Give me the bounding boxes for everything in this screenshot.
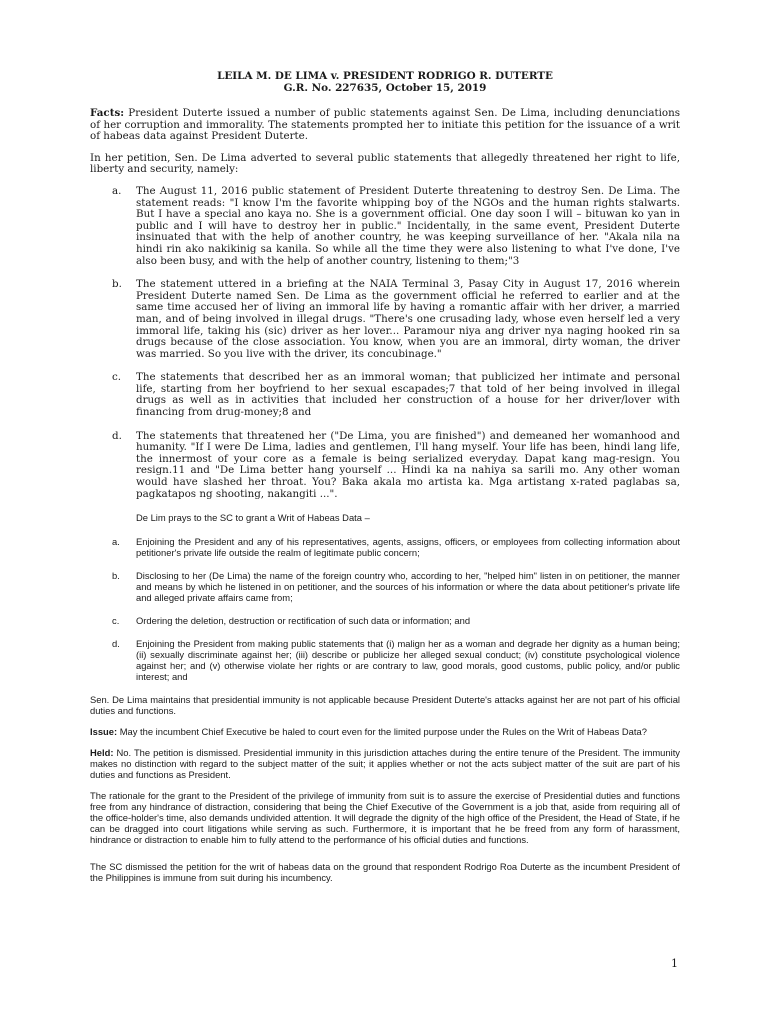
list-marker: d. <box>112 637 120 649</box>
issue-text: May the incumbent Chief Executive be haled to court even for the limited purpose under the Rules on the Writ of Habeas Data? <box>119 725 647 737</box>
held-label: Held: <box>90 746 114 758</box>
reliefs-list <box>90 536 680 682</box>
rationale-paragraph: The rationale for the grant to the President of the privilege of immunity from suit is to assure the exercise of Presidential duties and functions free from any hindrance of distraction, considering that being the Chief Executive of the Government is a job that, aside from requiring all of the office-holder's time, also demands undivided attention. It will degrade the dignity of the high office of the President, the Head of State, if he can be dragged into court litigations while serving as such. Furthermore, it is important that he be freed from any form of harassment, hindrance or distraction to enable him to fully attend to the performance of his official duties and functions. <box>90 789 680 845</box>
issue-label: Issue: <box>90 725 118 737</box>
statement-item <box>90 431 680 501</box>
case-number: G.R. No. 227635, October 15, 2019 <box>283 82 487 94</box>
statement-text: The August 11, 2016 public statement of President Duterte threatening to destroy Sen. De Lima. The statement reads: "I know I'm the favorite whipping boy of the NGOs and the human rights stalwarts. But I have a special ano kaya no. She is a government official. One day soon I will – bituwan ko yan in public and I will have to destroy her in public." Incidentally, in the same event, President Duterte insinuated that with the help of another country, he was keeping surveillance of her. "Akala nila na hindi rin ako nakikinig sa kanila. So while all the time they were also listening to what I've done, I've also been busy, and with the help of another country, listening to them;"3 <box>136 184 680 267</box>
statement-text: The statements that described her as an immoral woman; that publicized her intimate and personal life, starting from her boyfriend to her sexual escapades;7 that told of her being involved in illegal drugs as well as in activities that included her construction of a house for her driver/lover with financing from drug-money;8 and <box>136 371 680 419</box>
list-marker: a. <box>112 535 120 547</box>
case-title: LEILA M. DE LIMA v. PRESIDENT RODRIGO R. DUTERTE <box>217 70 553 82</box>
statement-item <box>90 186 680 267</box>
facts-label: Facts: <box>90 107 125 119</box>
relief-text: Enjoining the President and any of his representatives, agents, assigns, officers, or employees from collecting information about petitioner's private life outside the realm of legitimate public concern; <box>136 535 680 558</box>
relief-item <box>90 536 680 558</box>
prays-line: De Lim prays to the SC to grant a Writ of Habeas Data – <box>136 512 370 524</box>
statement-text: The statements that threatened her ("De Lima, you are finished") and demeaned her womanhood and humanity. "If I were De Lima, ladies and gentlemen, I'll hang myself. Your life has been, hindi lang life, the innermost of your core as a female is being serialized everyday. Dapat kang mag-resign. You resign.11 and "De Lima better hang yourself ... Hindi ka na nahiya sa sarili mo. Any other woman would have slashed her throat. You? Baka akala mo artista ka. Mga artistang x-rated paglabas sa, pagkatapos ng shooting, nakangiti ...". <box>136 429 680 500</box>
relief-item <box>90 615 680 626</box>
conclusion-paragraph: The SC dismissed the petition for the writ of habeas data on the ground that respondent Rodrigo Roa Duterte as the incumbent President of the Philippines is immune from suit during his incumbency. <box>90 860 680 883</box>
list-marker: c. <box>112 371 122 384</box>
statement-item <box>90 279 680 360</box>
relief-item <box>90 570 680 603</box>
relief-text: Ordering the deletion, destruction or rectification of such data or information; and <box>136 614 471 626</box>
statement-item <box>90 372 680 418</box>
list-marker: b. <box>112 569 120 581</box>
statement-text: The statement uttered in a briefing at the NAIA Terminal 3, Pasay City in August 17, 2016 wherein President Duterte named Sen. De Lima as the government official he referred to earlier and at the same time accused her of living an immoral life by having a romantic affair with her driver, a married man, and of being involved in illegal drugs. "There's one crusading lady, whose even herself led a very immoral life, taking his (sic) driver as her lover... Paramour niya ang driver nya naging hooked rin sa drugs because of the close association. You know, when you are an immoral, dirty woman, the driver was married. So you live with the driver, its concubinage." <box>136 278 680 360</box>
intro-paragraph: In her petition, Sen. De Lima adverted to several public statements that allegedly threatened her right to life, liberty and security, namely: <box>90 151 680 176</box>
list-marker: b. <box>112 278 122 291</box>
relief-text: Enjoining the President from making public statements that (i) malign her as a woman and degrade her dignity as a human being; (ii) sexually discriminate against her; (iii) describe or publicize her alleged sexual conduct; (iv) constitute psychological violence against her; and (v) otherwise violate her rights or are contrary to law, good morals, good customs, public policy, and/or public interest; and <box>136 637 680 682</box>
held-text: No. The petition is dismissed. Presidential immunity in this jurisdiction attaches during the entire tenure of the President. The immunity makes no distinction with regard to the subject matter of the suit; it applies whether or not the acts subject matter of the suit are part of his duties and functions as President. <box>90 746 680 780</box>
immunity-paragraph: Sen. De Lima maintains that presidential immunity is not applicable because President Duterte's attacks against her are not part of his official duties and functions. <box>90 693 680 716</box>
page-number: 1 <box>671 957 678 970</box>
facts-paragraph <box>90 108 680 143</box>
held-paragraph <box>90 747 680 780</box>
statements-list <box>90 186 680 500</box>
relief-item <box>90 638 680 682</box>
list-marker: d. <box>112 429 122 442</box>
list-marker: a. <box>112 184 122 197</box>
issue-paragraph <box>90 726 680 737</box>
relief-text: Disclosing to her (De Lima) the name of the foreign country who, according to her, "helped him" listen in on petitioner, the manner and means by which he listened in on petitioner, and the sources of his information or where the data about petitioner's private life and alleged private affairs came from; <box>136 569 680 603</box>
list-marker: c. <box>112 614 120 626</box>
facts-text: President Duterte issued a number of public statements against Sen. De Lima, including denunciations of her corruption and immorality. The statements prompted her to initiate this petition for the issuance of a writ of habeas data against President Duterte. <box>90 107 681 143</box>
